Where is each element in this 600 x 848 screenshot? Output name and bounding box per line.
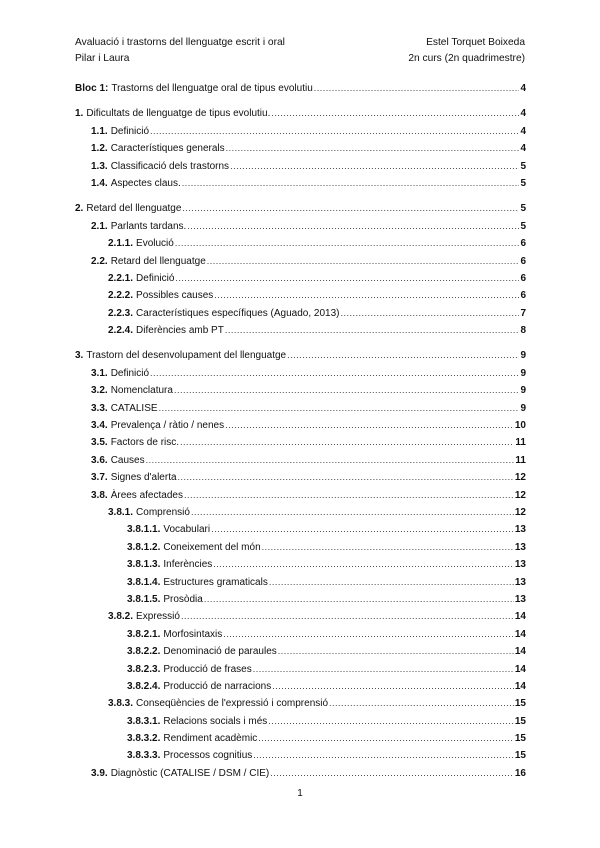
toc-dot-leader (270, 765, 514, 782)
toc-dot-leader (159, 400, 520, 417)
toc-entry-number: 3.8.1.3. (127, 559, 161, 571)
toc-dot-leader (146, 452, 515, 469)
toc-entry[interactable] (75, 591, 526, 608)
toc-entry[interactable] (75, 713, 526, 730)
toc-entry-page: 4 (520, 143, 526, 155)
toc-dot-leader (230, 158, 519, 175)
toc-entry-number: 3.7. (91, 472, 108, 484)
toc-entry-page: 14 (514, 611, 526, 623)
toc-entry-number: 3.8.3. (108, 698, 134, 710)
toc-entry[interactable] (75, 322, 526, 339)
toc-entry[interactable] (75, 80, 526, 97)
toc-entry[interactable] (75, 626, 526, 643)
page-header (75, 35, 525, 67)
toc-entry-page: 13 (514, 541, 526, 553)
toc-entry-title: Coneixement del món (163, 541, 261, 553)
toc-entry-title: Denominació de paraules (163, 646, 277, 658)
toc-dot-leader (150, 365, 519, 382)
toc-entry[interactable] (75, 218, 526, 235)
toc-entry[interactable] (75, 200, 526, 217)
toc-dot-leader (253, 661, 514, 678)
toc-entry[interactable] (75, 487, 526, 504)
toc-entry-number: 3.8.1.4. (127, 576, 161, 588)
toc-entry-page: 13 (514, 576, 526, 588)
toc-entry-number: 3.8.2.2. (127, 646, 161, 658)
toc-entry[interactable] (75, 469, 526, 486)
toc-entry-title: Diagnòstic (CATALISE / DSM / CIE) (110, 767, 270, 779)
toc-entry[interactable] (75, 695, 526, 712)
toc-entry-page: 6 (520, 290, 526, 302)
toc-entry-number: 3.8. (91, 489, 108, 501)
toc-entry[interactable] (75, 365, 526, 382)
toc-entry[interactable] (75, 270, 526, 287)
toc-entry[interactable] (75, 175, 526, 192)
toc-entry-number: 3.2. (91, 385, 108, 397)
toc-entry-number: 2.2.4. (108, 325, 134, 337)
toc-entry-number: 3.8.1.5. (127, 593, 161, 605)
toc-dot-leader (271, 105, 519, 122)
author-name: Estel Torquet Boixeda (426, 37, 525, 48)
toc-entry-page: 8 (520, 325, 526, 337)
toc-entry[interactable] (75, 452, 526, 469)
toc-entry[interactable] (75, 400, 526, 417)
toc-dot-leader (269, 574, 514, 591)
toc-entry-page: 15 (514, 733, 526, 745)
toc-dot-leader (213, 556, 514, 573)
toc-entry-title: Producció de narracions (163, 680, 272, 692)
toc-entry-number: 2.1.1. (108, 238, 134, 250)
toc-entry-title: Prevalença / ràtio / nenes (110, 420, 225, 432)
toc-entry[interactable] (75, 521, 526, 538)
toc-entry-page: 9 (520, 350, 526, 362)
toc-entry-title: Producció de frases (163, 663, 252, 675)
toc-entry[interactable] (75, 765, 526, 782)
toc-entry[interactable] (75, 574, 526, 591)
toc-entry[interactable] (75, 504, 526, 521)
toc-entry-number: 1.1. (91, 125, 108, 137)
toc-entry-title: Evolució (136, 238, 174, 250)
toc-entry-page: 13 (514, 593, 526, 605)
toc-entry-page: 12 (514, 472, 526, 484)
toc-dot-leader (253, 747, 514, 764)
toc-entry-number: 3.8.2.3. (127, 663, 161, 675)
toc-entry[interactable] (75, 661, 526, 678)
toc-entry[interactable] (75, 123, 526, 140)
toc-entry[interactable] (75, 556, 526, 573)
toc-dot-leader (207, 253, 520, 270)
toc-entry-page: 5 (520, 177, 526, 189)
toc-entry-number: 1.4. (91, 177, 108, 189)
toc-entry-page: 15 (514, 750, 526, 762)
toc-entry-page: 9 (520, 367, 526, 379)
toc-entry-number: 3.8.2. (108, 611, 134, 623)
toc-entry-number: 3.8.3.1. (127, 715, 161, 727)
toc-entry[interactable] (75, 730, 526, 747)
toc-entry-title: Trastorn del desenvolupament del llenguatge (86, 350, 287, 362)
toc-dot-leader (287, 347, 519, 364)
toc-entry-page: 14 (514, 663, 526, 675)
toc-dot-leader (340, 305, 519, 322)
toc-dot-leader (258, 730, 514, 747)
toc-entry-number: 3.5. (91, 437, 108, 449)
toc-entry-title: Característiques generals (110, 143, 225, 155)
toc-entry-title: Conseqüències de l'expressió i comprensió (136, 698, 329, 710)
toc-dot-leader (180, 434, 514, 451)
table-of-contents (75, 80, 526, 782)
toc-dot-leader (226, 140, 520, 157)
toc-entry-title: Morfosintaxis (163, 628, 223, 640)
toc-dot-leader (225, 322, 520, 339)
toc-entry-title: Inferències (163, 559, 213, 571)
toc-entry[interactable] (75, 747, 526, 764)
toc-entry-title: Signes d'alerta (110, 472, 177, 484)
toc-entry-title: Causes (110, 454, 145, 466)
toc-entry-title: Parlants tardans. (110, 220, 187, 232)
toc-entry[interactable] (75, 434, 526, 451)
toc-entry-number: Bloc 1: (75, 83, 109, 94)
toc-entry-page: 14 (514, 680, 526, 692)
toc-entry-number: 3.6. (91, 454, 108, 466)
header-row-1 (75, 35, 525, 51)
toc-entry-title: Definició (110, 125, 150, 137)
toc-entry-number: 3.1. (91, 367, 108, 379)
page-footer (0, 788, 600, 799)
toc-dot-leader (182, 200, 519, 217)
course-title: Avaluació i trastorns del llenguatge escrit i oral (75, 37, 285, 48)
toc-entry-page: 5 (520, 220, 526, 232)
toc-entry-page: 6 (520, 272, 526, 284)
toc-entry-title: Característiques específiques (Aguado, 2013) (136, 307, 340, 319)
toc-entry-number: 3. (75, 350, 84, 362)
toc-entry-number: 3.8.1.1. (127, 524, 161, 536)
toc-entry-page: 16 (514, 767, 526, 779)
toc-entry-page: 10 (514, 420, 526, 432)
toc-entry-title: Comprensió (136, 506, 190, 518)
toc-entry-title: Retard del llenguatge (110, 255, 206, 267)
toc-entry-title: Trastorns del llenguatge oral de tipus evolutiu (111, 83, 313, 94)
toc-dot-leader (329, 695, 514, 712)
toc-entry-number: 2.2.2. (108, 290, 134, 302)
toc-entry[interactable] (75, 253, 526, 270)
toc-entry-number: 2.2.3. (108, 307, 134, 319)
toc-entry-title: Prosòdia (163, 593, 203, 605)
toc-entry-page: 4 (520, 83, 526, 94)
toc-entry-page: 11 (515, 437, 526, 449)
toc-dot-leader (262, 539, 514, 556)
toc-entry-page: 7 (520, 307, 526, 319)
page-number: 1 (297, 788, 303, 799)
toc-dot-leader (225, 417, 514, 434)
toc-entry-title: CATALISE (110, 402, 158, 414)
toc-entry-title: Retard del llenguatge (86, 203, 182, 215)
toc-entry[interactable] (75, 158, 526, 175)
toc-entry-number: 2. (75, 203, 84, 215)
toc-dot-leader (150, 123, 519, 140)
toc-entry[interactable] (75, 382, 526, 399)
toc-entry-number: 2.2. (91, 255, 108, 267)
toc-dot-leader (314, 80, 520, 97)
teachers-name: Pilar i Laura (75, 53, 130, 64)
toc-entry-title: Rendiment acadèmic (163, 733, 258, 745)
toc-entry-number: 1.2. (91, 143, 108, 155)
toc-entry-number: 3.8.2.1. (127, 628, 161, 640)
toc-entry[interactable] (75, 678, 526, 695)
toc-entry[interactable] (75, 539, 526, 556)
toc-dot-leader (204, 591, 514, 608)
toc-entry[interactable] (75, 643, 526, 660)
toc-entry-page: 12 (514, 489, 526, 501)
course-term: 2n curs (2n quadrimestre) (408, 53, 525, 64)
toc-entry-page: 11 (515, 454, 526, 466)
toc-entry[interactable] (75, 235, 526, 252)
toc-entry-title: Vocabulari (163, 524, 211, 536)
toc-entry-title: Definició (110, 367, 150, 379)
toc-entry-page: 14 (514, 628, 526, 640)
toc-entry-title: Àrees afectades (110, 489, 183, 501)
toc-entry-page: 5 (520, 160, 526, 172)
toc-dot-leader (175, 270, 519, 287)
toc-dot-leader (268, 713, 514, 730)
toc-entry-title: Diferències amb PT (136, 325, 224, 337)
toc-dot-leader (175, 235, 520, 252)
toc-entry-page: 4 (520, 108, 526, 120)
toc-entry[interactable] (75, 105, 526, 122)
toc-entry-number: 3.3. (91, 402, 108, 414)
toc-dot-leader (184, 487, 514, 504)
toc-entry-page: 6 (520, 255, 526, 267)
toc-dot-leader (223, 626, 514, 643)
toc-dot-leader (174, 382, 519, 399)
toc-entry[interactable] (75, 305, 526, 322)
toc-dot-leader (278, 643, 514, 660)
toc-entry-number: 1.3. (91, 160, 108, 172)
toc-dot-leader (191, 504, 514, 521)
toc-entry-title: Processos cognitius (163, 750, 253, 762)
toc-entry-number: 3.8.1.2. (127, 541, 161, 553)
toc-entry[interactable] (75, 140, 526, 157)
toc-entry[interactable] (75, 347, 526, 364)
toc-entry-title: Relacions socials i més (163, 715, 268, 727)
toc-dot-leader (211, 521, 514, 538)
toc-entry-title: Possibles causes (136, 290, 214, 302)
toc-entry[interactable] (75, 287, 526, 304)
toc-entry-number: 3.8.3.3. (127, 750, 161, 762)
header-row-2 (75, 51, 525, 67)
toc-entry-title: Aspectes claus. (110, 177, 181, 189)
toc-entry-number: 1. (75, 108, 84, 120)
toc-entry-number: 3.8.1. (108, 506, 134, 518)
toc-entry[interactable] (75, 608, 526, 625)
toc-entry-page: 9 (520, 402, 526, 414)
toc-entry-number: 3.8.2.4. (127, 680, 161, 692)
toc-entry-number: 3.4. (91, 420, 108, 432)
toc-entry-title: Factors de risc. (110, 437, 180, 449)
toc-entry-page: 4 (520, 125, 526, 137)
toc-dot-leader (187, 218, 519, 235)
toc-entry-page: 12 (514, 506, 526, 518)
toc-entry-page: 15 (514, 715, 526, 727)
toc-entry-page: 14 (514, 646, 526, 658)
toc-dot-leader (182, 175, 520, 192)
toc-entry-number: 3.8.3.2. (127, 733, 161, 745)
toc-entry-title: Classificació dels trastorns (110, 160, 230, 172)
toc-dot-leader (181, 608, 514, 625)
toc-entry-page: 6 (520, 238, 526, 250)
toc-dot-leader (214, 287, 519, 304)
toc-entry-number: 2.1. (91, 220, 108, 232)
toc-entry-title: Expressió (136, 611, 180, 623)
toc-dot-leader (272, 678, 514, 695)
toc-entry-page: 5 (520, 203, 526, 215)
toc-entry-title: Dificultats de llenguatge de tipus evolutiu. (86, 108, 271, 120)
toc-entry-number: 2.2.1. (108, 272, 134, 284)
toc-entry-number: 3.9. (91, 767, 108, 779)
toc-entry[interactable] (75, 417, 526, 434)
toc-entry-page: 15 (514, 698, 526, 710)
toc-entry-title: Estructures gramaticals (163, 576, 268, 588)
toc-dot-leader (178, 469, 514, 486)
toc-entry-page: 13 (514, 524, 526, 536)
toc-entry-title: Definició (136, 272, 175, 284)
toc-entry-page: 9 (520, 385, 526, 397)
toc-entry-page: 13 (514, 559, 526, 571)
toc-entry-title: Nomenclatura (110, 385, 173, 397)
